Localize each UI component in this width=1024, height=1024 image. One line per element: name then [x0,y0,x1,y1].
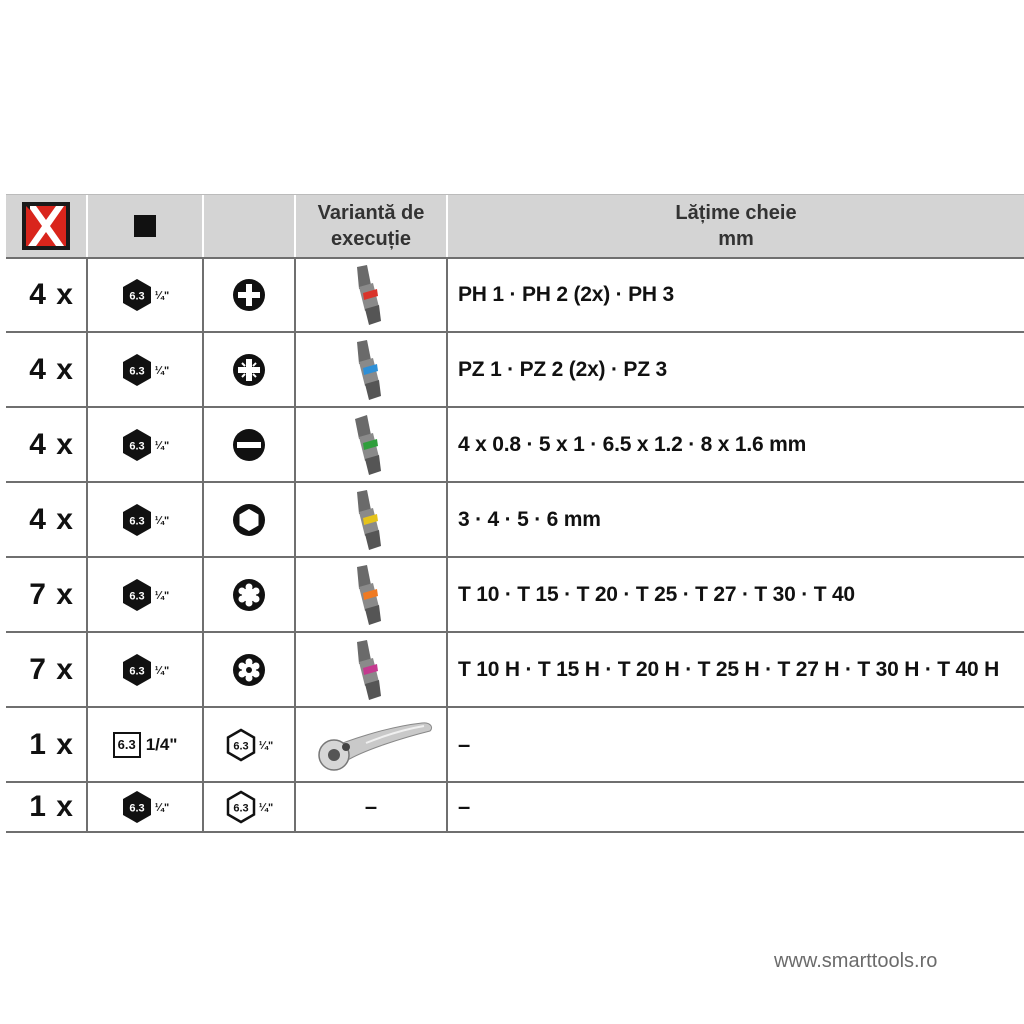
key-width-text: PZ 1 · PZ 2 (2x) · PZ 3 [458,357,667,381]
hex-6-3-icon [121,790,153,824]
hex-6-3-icon [121,503,153,537]
bit-image-torx-tamper [341,638,401,702]
table-header [6,195,1024,259]
svg-text:6.3: 6.3 [129,440,145,452]
fraction-label: ¼" [258,802,274,814]
header-variant-line2: execuție [330,228,412,250]
hex-6-3-icon [121,428,153,462]
key-width-text: 3 · 4 · 5 · 6 mm [458,507,601,531]
table-row [6,483,1024,558]
pozidriv-icon [232,353,266,387]
header-square-drive-cell [88,195,204,257]
quantity: 1 x [6,708,88,781]
bit-image-hex [341,488,401,552]
hex-drive-label [121,790,169,824]
quantity: 4 x [6,408,88,481]
hex-outline-6-3-icon [225,790,257,824]
hex-6-3-icon [121,353,153,387]
fraction-label: 1/4" [145,734,178,754]
svg-text:6.3: 6.3 [129,590,145,602]
svg-text:6.3: 6.3 [233,740,249,752]
key-width-text: 4 x 0.8 · 5 x 1 · 6.5 x 1.2 · 8 x 1.6 mm [458,432,807,456]
key-width-text: T 10 · T 15 · T 20 · T 25 · T 27 · T 30 · T 40 [458,582,855,606]
header-key-width-line2: mm [718,228,754,250]
tool-set-table [6,194,1024,833]
header-variant-cell [296,195,448,257]
table-row [6,259,1024,333]
fraction-label: ¼" [154,664,170,677]
bit-image-pz [341,338,401,402]
bit-image-ph [341,263,401,327]
fraction-label: ¼" [154,439,170,452]
svg-text:6.3: 6.3 [129,290,145,303]
x-logo-icon [22,202,70,250]
hex-6-3-icon [121,578,153,612]
header-empty-cell [204,195,296,257]
hex-drive-label [121,278,169,312]
square-drive-label [113,732,178,758]
fraction-label: ¼" [154,364,170,377]
header-variant-line1: Variantă de [317,202,425,224]
svg-text:6.3: 6.3 [129,365,145,377]
fraction-label: ¼" [154,290,170,302]
svg-text:6.3: 6.3 [129,515,145,527]
table-row [6,558,1024,633]
square-drive-icon [134,215,156,237]
quantity: 7 x [6,558,88,631]
quantity: 4 x [6,259,88,331]
hex-6-3-icon [121,653,153,687]
quantity: 1 x [6,783,88,831]
header-key-width-line1: Lățime cheie [675,202,797,224]
torx-icon [232,578,266,612]
hex-drive-label [121,653,169,687]
key-width-text: T 10 H · T 15 H · T 20 H · T 25 H · T 27 H · T 30 H · T 40 H [458,657,1000,681]
ratchet-image [306,713,436,777]
hex-drive-outline-label [225,790,273,824]
table-row [6,408,1024,483]
hex-drive-label [121,578,169,612]
variant-dash: – [364,794,378,819]
square-6-3-label: 6.3 [113,732,141,758]
bit-image-slotted [341,413,401,477]
svg-text:6.3: 6.3 [233,802,249,815]
slotted-icon [232,428,266,462]
fraction-label: ¼" [258,739,274,752]
fraction-label: ¼" [154,589,170,602]
bit-image-torx [341,563,401,627]
quantity: 7 x [6,633,88,706]
quantity: 4 x [6,483,88,556]
hex-socket-icon [232,503,266,537]
fraction-label: ¼" [154,514,170,527]
torx-tamper-icon [232,653,266,687]
quantity: 4 x [6,333,88,406]
hex-drive-label [121,503,169,537]
hex-6-3-icon [121,278,153,312]
table-row [6,333,1024,408]
table-row [6,633,1024,708]
hex-drive-label [121,353,169,387]
hex-drive-outline-label [225,728,273,762]
website-watermark: www.smarttools.ro [774,950,938,972]
table-row [6,708,1024,783]
key-width-text: PH 1 · PH 2 (2x) · PH 3 [458,283,674,306]
fraction-label: ¼" [154,802,170,814]
header-key-width-cell [448,195,1024,257]
key-width-text: – [458,731,471,757]
hex-drive-label [121,428,169,462]
phillips-icon [232,278,266,312]
svg-text:6.3: 6.3 [129,802,145,815]
header-brand-cell [6,195,88,257]
key-width-text: – [458,794,471,819]
hex-outline-6-3-icon [225,728,257,762]
table-row [6,783,1024,833]
svg-text:6.3: 6.3 [129,665,145,677]
